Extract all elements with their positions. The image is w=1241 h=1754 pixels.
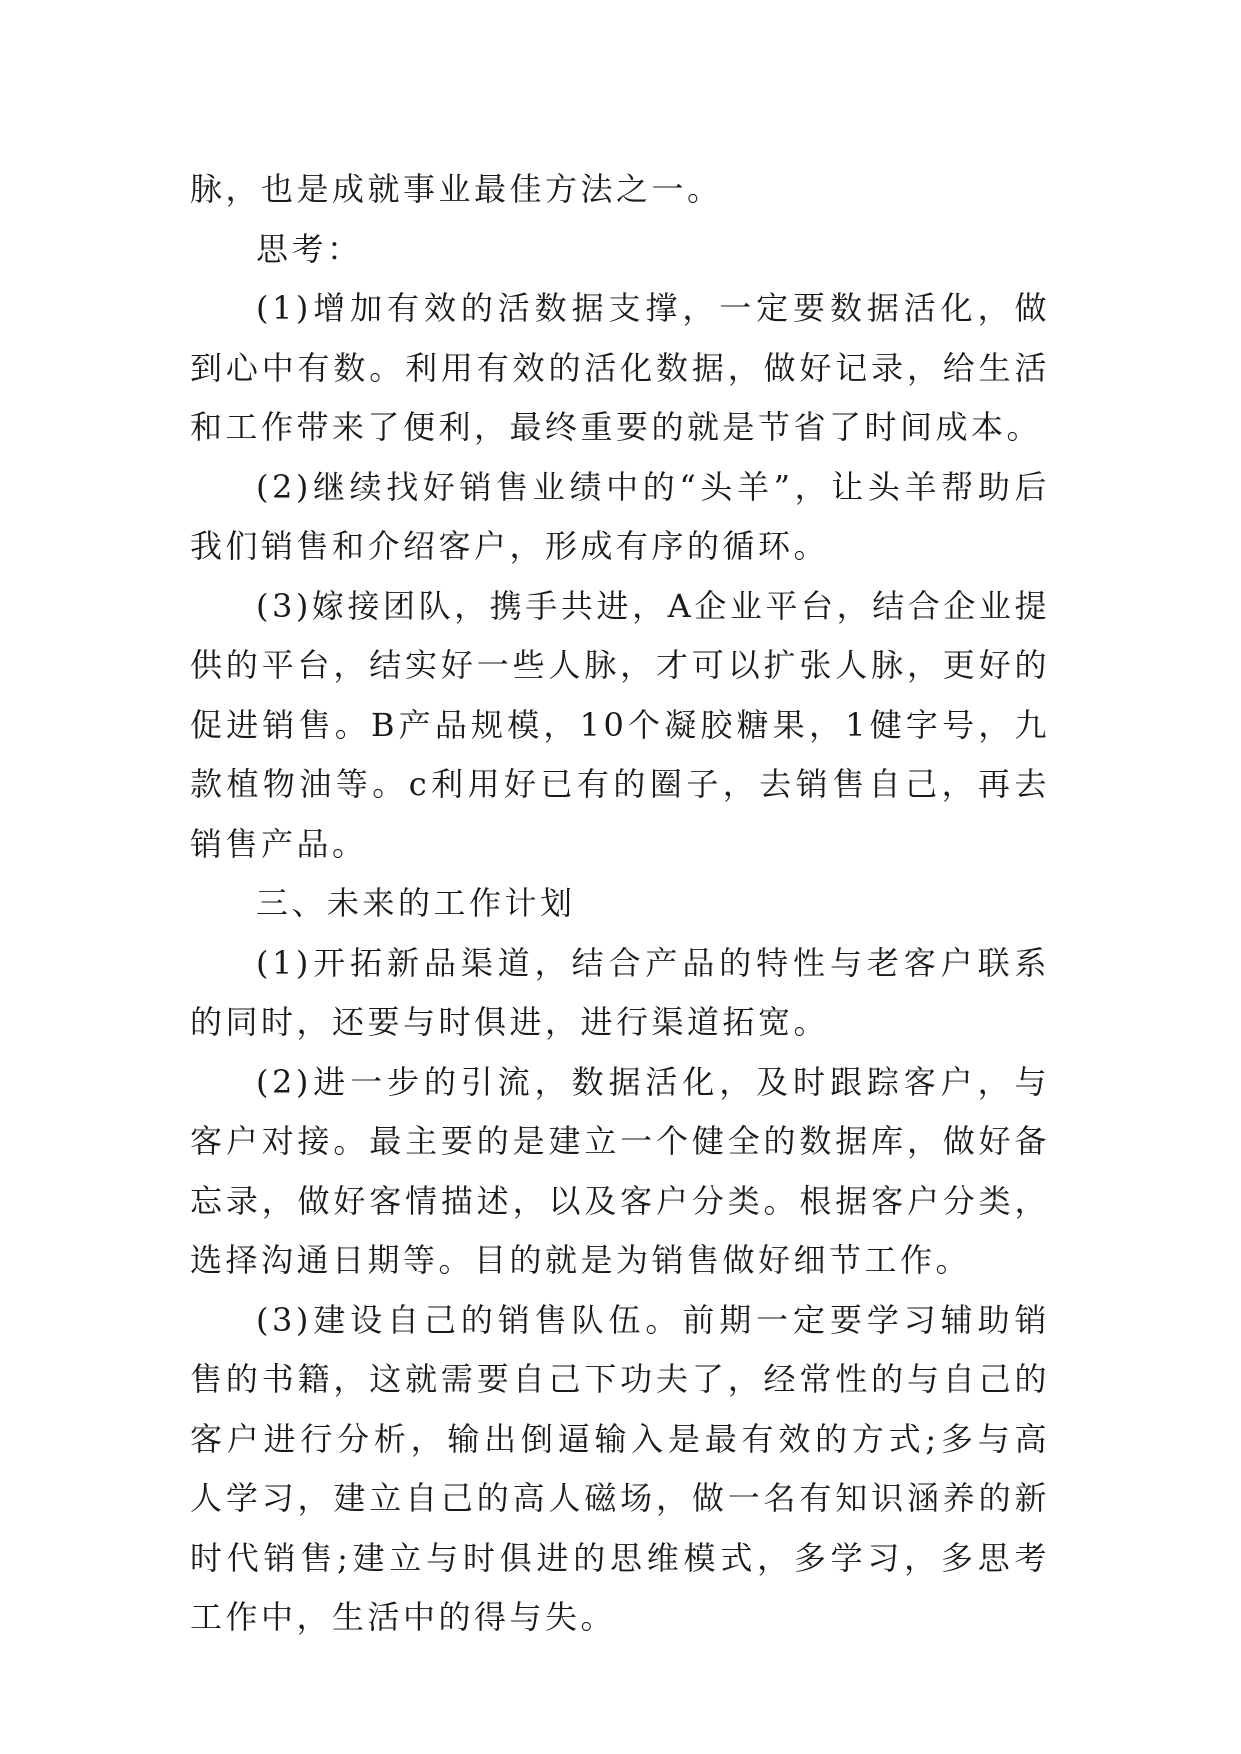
paragraph-continuation: 脉，也是成就事业最佳方法之一。 — [190, 170, 723, 208]
paragraph-thinking-1: (1)增加有效的活数据支撑，一定要数据活化，做到心中有数。利用有效的活化数据，做好记录，给生活和工作带来了便利，最终重要的就是节省了时间成本。 — [190, 289, 1050, 446]
paragraph-plan-2: (2)进一步的引流，数据活化，及时跟踪客户，与客户对接。最主要的是建立一个健全的数据库，做好备忘录，做好客情描述，以及客户分类。根据客户分类，选择沟通日期等。目的就是为销售做好细节工作。 — [190, 1062, 1050, 1279]
paragraph-plan-1: (1)开拓新品渠道，结合产品的特性与老客户联系的同时，还要与时俱进，进行渠道拓宽。 — [190, 943, 1050, 1041]
paragraph-thinking-3: (3)嫁接团队，携手共进，A企业平台，结合企业提供的平台，结实好一些人脉，才可以扩张人脉，更好的促进销售。B产品规模，10个凝胶糖果，1健字号，九款植物油等。c利用好已有的圈子，去销售自己，再去销售产品。 — [190, 586, 1050, 863]
paragraph-thinking-heading: 思考： — [256, 229, 363, 268]
section-heading-future-plan: 三、未来的工作计划 — [256, 884, 576, 922]
paragraph-plan-3: (3)建设自己的销售队伍。前期一定要学习辅助销售的书籍，这就需要自己下功夫了，经常性的与自己的客户进行分析，输出倒逼输入是最有效的方式;多与高人学习，建立自己的高人磁场，做一名有知识涵养的新时代销售;建立与时俱进的思维模式，多学习，多思考工作中，生活中的得与失。 — [190, 1300, 1050, 1636]
document-body — [190, 160, 1050, 1648]
paragraph-thinking-2: (2)继续找好销售业绩中的“头羊”，让头羊帮助后我们销售和介绍客户，形成有序的循环。 — [190, 467, 1050, 565]
